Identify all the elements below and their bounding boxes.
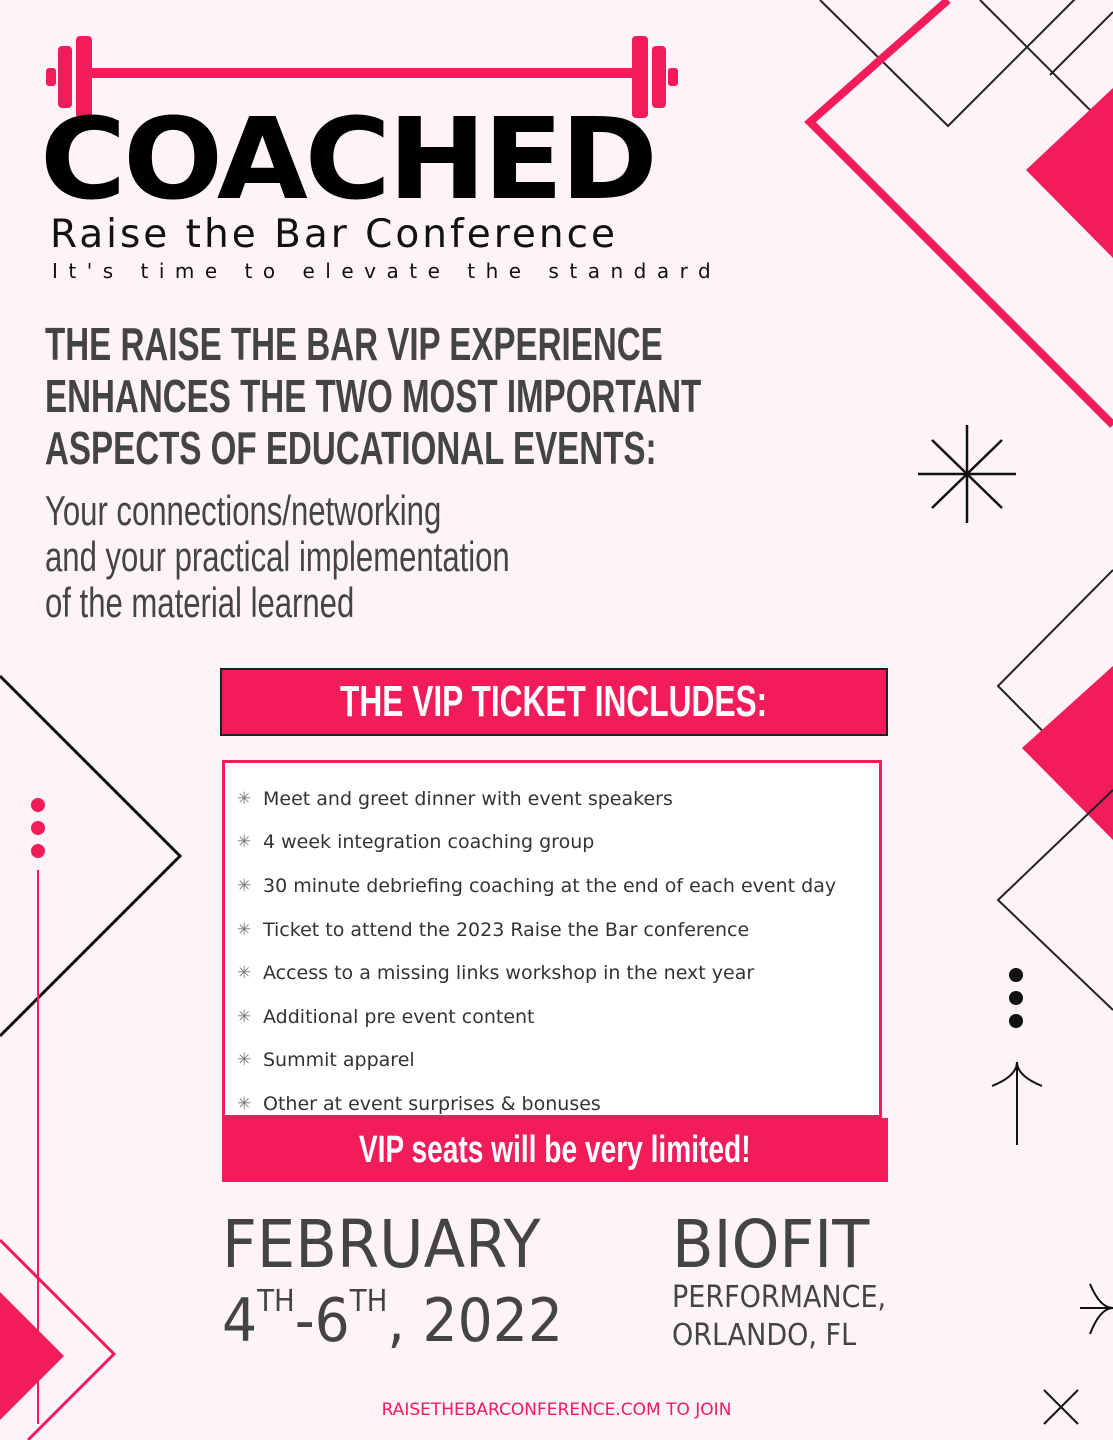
pink-triangle-top-right <box>1026 88 1113 258</box>
vip-ticket-header-label: THE VIP TICKET INCLUDES: <box>340 677 768 726</box>
asterisk-icon: ✳ <box>237 919 252 940</box>
top-diamond-outline <box>820 0 1113 126</box>
event-year: , 2022 <box>387 1286 564 1356</box>
day-start: 4 <box>222 1286 258 1356</box>
sparkle-icon <box>918 425 1016 523</box>
list-item-text: Ticket to attend the 2023 Raise the Bar conference <box>263 918 750 941</box>
pink-triangle-right <box>1022 666 1113 840</box>
list-item-text: Additional pre event content <box>263 1005 535 1028</box>
logo-title: COACHED <box>40 95 655 225</box>
list-item <box>237 821 879 865</box>
venue-line-1: PERFORMANCE, <box>672 1280 887 1315</box>
list-item <box>237 951 879 995</box>
list-item <box>237 864 879 908</box>
vip-benefits-list <box>222 760 882 1118</box>
logo-subtitle: Raise the Bar Conference <box>50 212 619 257</box>
vip-limited-banner <box>222 1118 888 1182</box>
list-item-text: Summit apparel <box>263 1049 415 1072</box>
asterisk-icon: ✳ <box>237 832 252 853</box>
list-item-text: Access to a missing links workshop in the next year <box>263 962 755 985</box>
asterisk-icon: ✳ <box>237 1093 252 1114</box>
day-end: 6 <box>314 1286 350 1356</box>
list-item-text: 30 minute debriefing coaching at the end of each event day <box>263 874 837 897</box>
vip-limited-text: VIP seats will be very limited! <box>359 1128 751 1171</box>
event-days <box>222 1284 563 1356</box>
day-separator: - <box>294 1286 315 1356</box>
headline-line: THE RAISE THE BAR VIP EXPERIENCE <box>45 318 663 370</box>
day-start-suffix: TH <box>257 1284 295 1319</box>
list-item <box>237 995 879 1039</box>
subheadline-line: of the material learned <box>45 579 355 626</box>
vip-ticket-header <box>220 668 888 736</box>
arrow-up-icon <box>992 1062 1042 1145</box>
event-month: FEBRUARY <box>222 1206 541 1283</box>
asterisk-icon: ✳ <box>237 788 252 809</box>
subheadline <box>45 488 607 626</box>
list-item <box>237 908 879 952</box>
pink-chevron-right <box>810 0 1113 425</box>
list-item-text: Other at event surprises & bonuses <box>263 1092 601 1115</box>
list-item-text: 4 week integration coaching group <box>263 831 595 854</box>
venue-line-2: ORLANDO, FL <box>672 1318 857 1353</box>
day-end-suffix: TH <box>349 1284 388 1319</box>
logo-tagline: It's time to elevate the standard <box>52 259 722 283</box>
asterisk-icon: ✳ <box>237 1006 252 1027</box>
headline-line: ENHANCES THE TWO MOST IMPORTANT <box>45 370 702 422</box>
headline-line: ASPECTS OF EDUCATIONAL EVENTS: <box>45 422 657 474</box>
list-item <box>237 1039 879 1083</box>
asterisk-icon: ✳ <box>237 963 252 984</box>
join-link[interactable]: RAISETHEBARCONFERENCE.COM TO JOIN <box>381 1400 732 1420</box>
list-item-text: Meet and greet dinner with event speakers <box>263 787 673 810</box>
vertical-dots-icon-right <box>1009 968 1023 1028</box>
venue-name: BIOFIT <box>672 1206 870 1283</box>
asterisk-icon: ✳ <box>237 1050 252 1071</box>
asterisk-icon: ✳ <box>237 875 252 896</box>
subheadline-line: Your connections/networking <box>45 487 442 534</box>
arrow-right-icon <box>1080 1284 1113 1334</box>
left-chevron-outline <box>0 676 180 1036</box>
list-item <box>237 777 879 821</box>
subheadline-line: and your practical implementation <box>45 533 510 580</box>
headline <box>45 318 722 474</box>
